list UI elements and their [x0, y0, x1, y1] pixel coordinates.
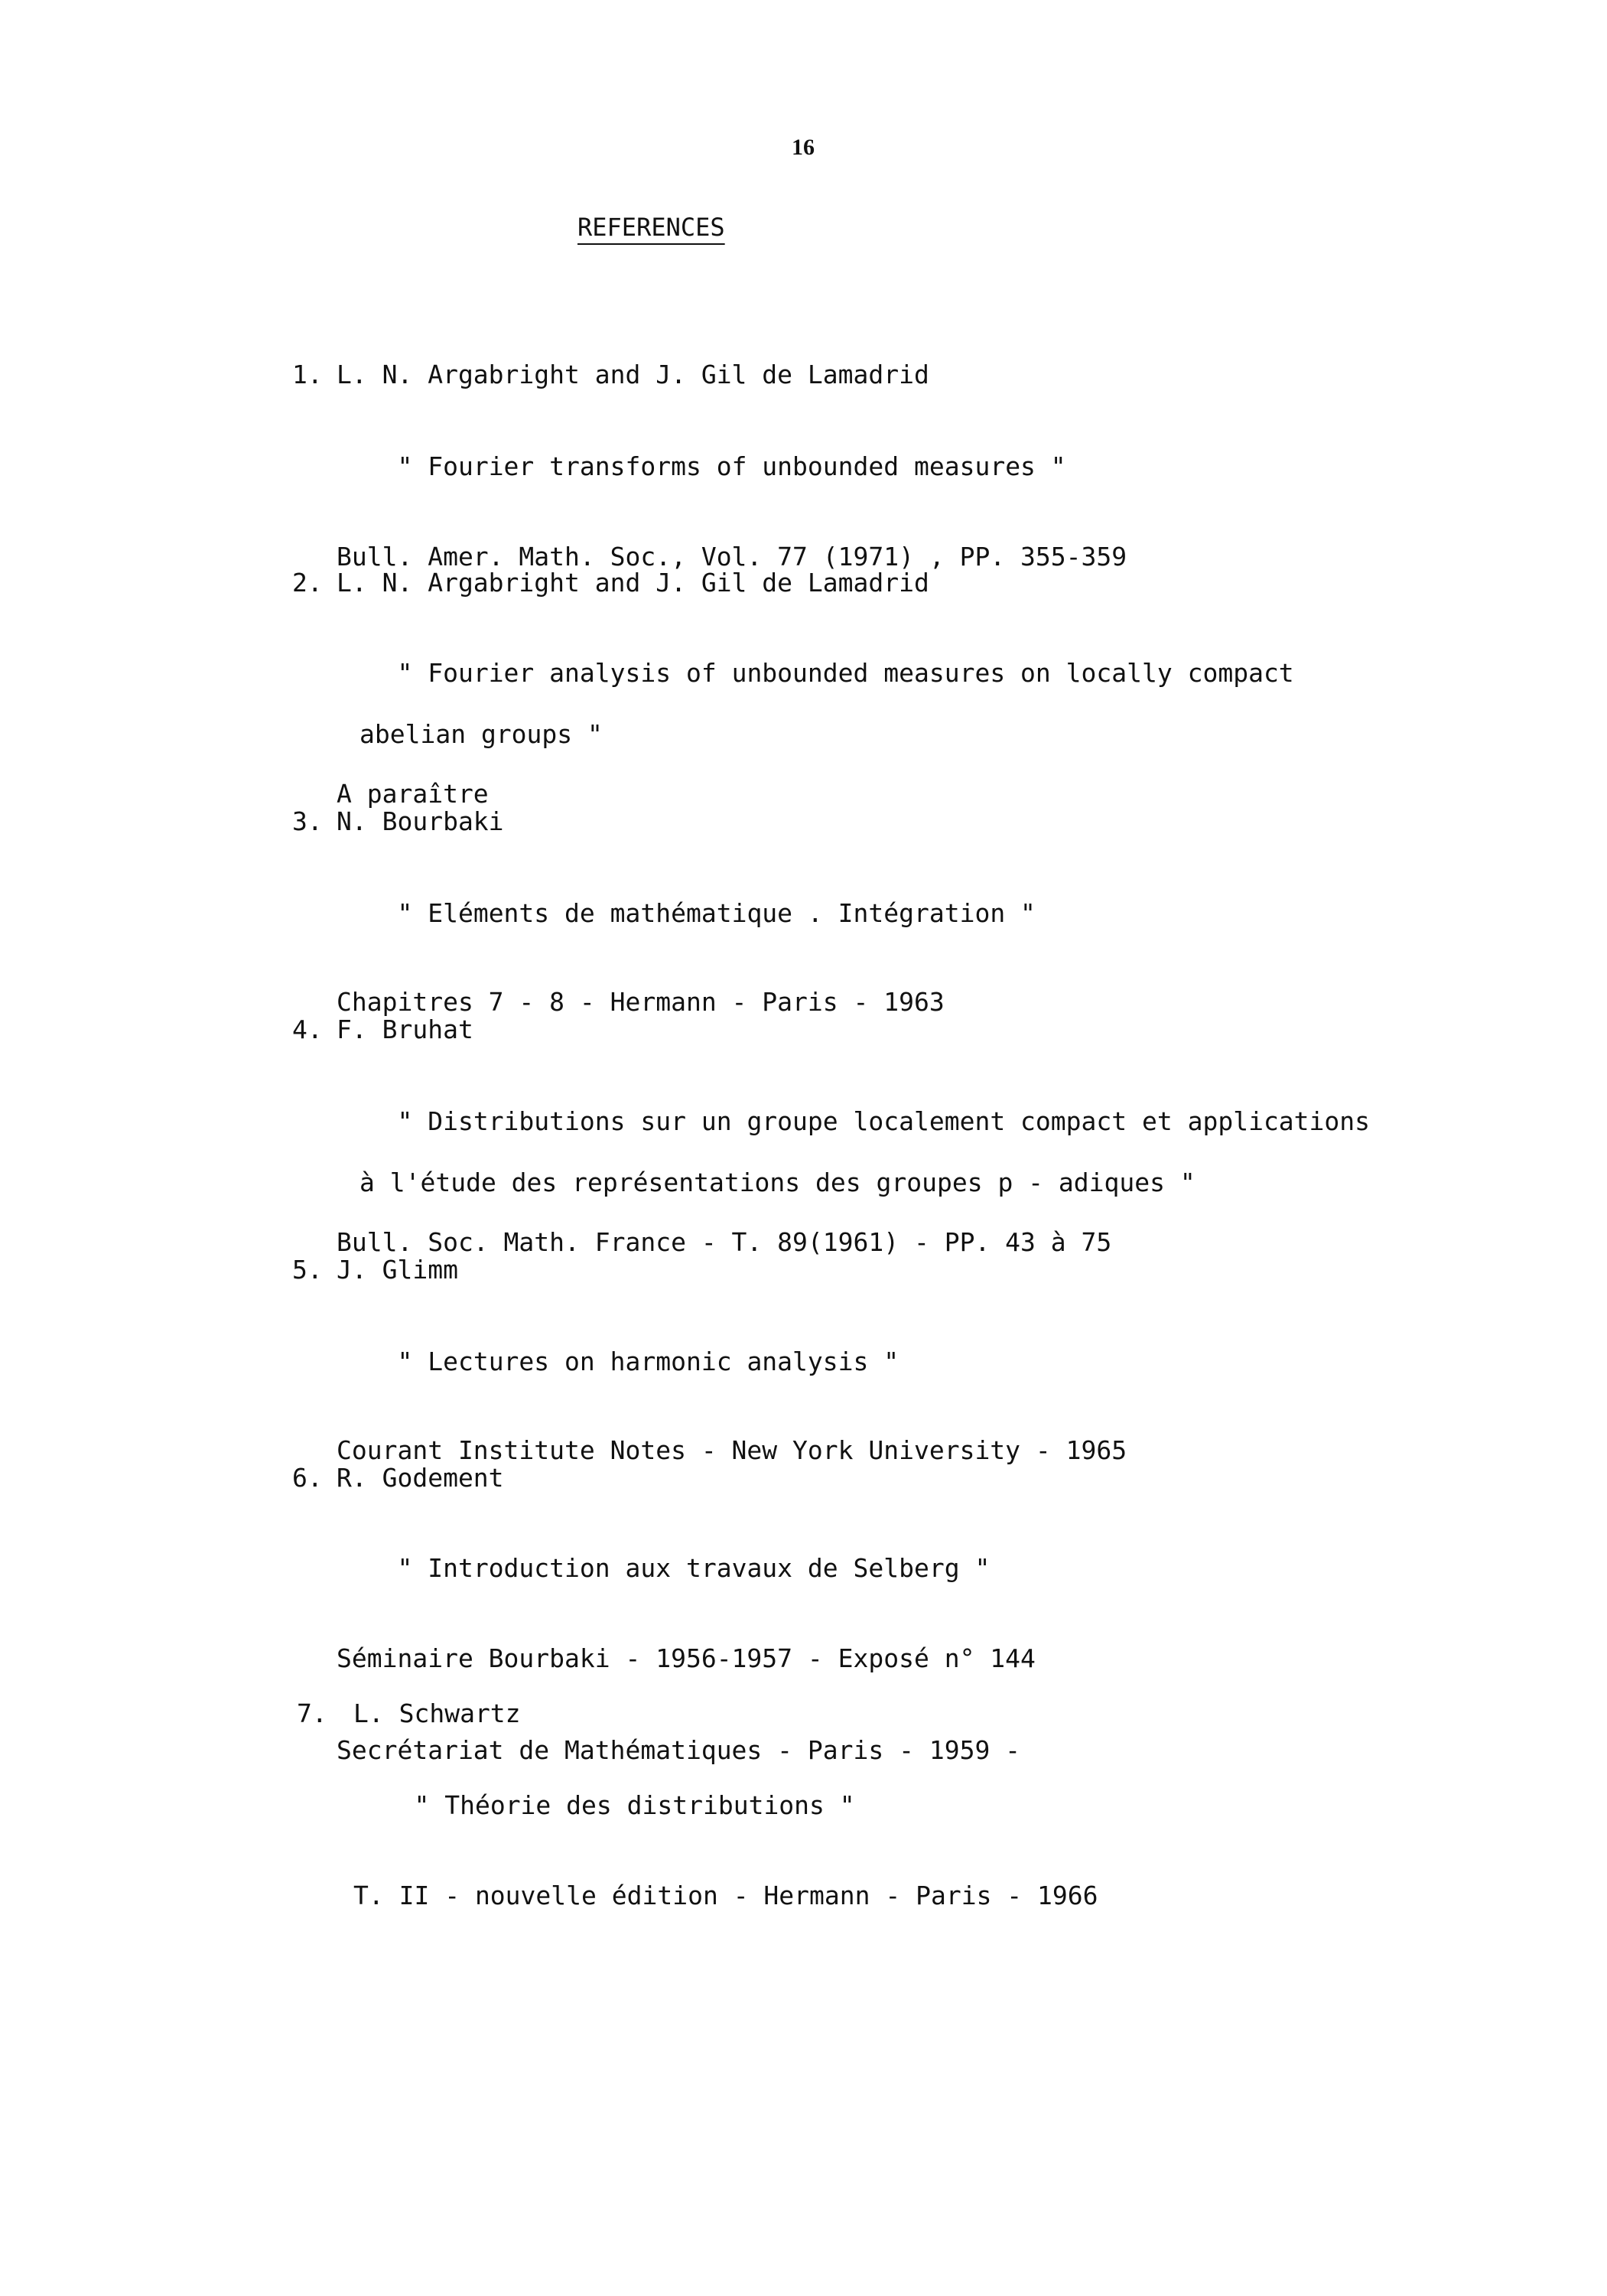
- reference-title-line: " Distributions sur un groupe localement compact et applications: [397, 1106, 1371, 1136]
- reference-authors: L. N. Argabright and J. Gil de Lamadrid: [337, 360, 929, 389]
- reference-source-line: A paraître: [337, 779, 489, 809]
- reference-number: 1.: [292, 360, 323, 389]
- reference-number: 4.: [292, 1014, 323, 1044]
- reference-source-line: T. II - nouvelle édition - Hermann - Paris - 1966: [353, 1881, 1098, 1910]
- page-number: 16: [792, 135, 815, 160]
- reference-title-line: " Théorie des distributions ": [414, 1790, 855, 1820]
- reference-item: [0, 568, 1607, 809]
- reference-number: 6.: [292, 1463, 323, 1493]
- reference-source-line: Courant Institute Notes - New York University - 1965: [337, 1435, 1127, 1465]
- reference-number: 2.: [292, 568, 323, 598]
- reference-authors: F. Bruhat: [337, 1014, 473, 1044]
- reference-item: [0, 1698, 1607, 1910]
- reference-title-line: abelian groups ": [359, 719, 603, 749]
- reference-source-line: Secrétariat de Mathématiques - Paris - 1959 -: [337, 1735, 1021, 1765]
- reference-number: 5.: [292, 1255, 323, 1285]
- reference-authors: N. Bourbaki: [337, 806, 504, 836]
- reference-title-line: " Fourier transforms of unbounded measures ": [397, 451, 1066, 481]
- reference-authors: J. Glimm: [337, 1255, 458, 1285]
- reference-title-line: " Introduction aux travaux de Selberg ": [397, 1553, 991, 1583]
- reference-title-line: " Lectures on harmonic analysis ": [397, 1347, 899, 1376]
- reference-title-line: à l'étude des représentations des groupes p - adiques ": [359, 1168, 1195, 1197]
- reference-number: 3.: [292, 806, 323, 836]
- reference-source: [353, 1819, 1098, 1972]
- reference-source-line: Chapitres 7 - 8 - Hermann - Paris - 1963: [337, 987, 945, 1017]
- reference-item: [0, 806, 1607, 1017]
- reference-authors: L. N. Argabright and J. Gil de Lamadrid: [337, 568, 929, 598]
- reference-authors: L. Schwartz: [353, 1698, 521, 1728]
- page-heading: REFERENCES: [577, 213, 725, 242]
- reference-item: [0, 1014, 1607, 1257]
- reference-title-line: " Eléments de mathématique . Intégration ": [397, 898, 1036, 928]
- reference-source-line: Séminaire Bourbaki - 1956-1957 - Exposé n° 144: [337, 1643, 1036, 1673]
- reference-source-line: Bull. Amer. Math. Soc., Vol. 77 (1971) , PP. 355-359: [337, 542, 1127, 572]
- reference-number: 7.: [297, 1698, 327, 1728]
- reference-title-line: " Fourier analysis of unbounded measures on locally compact: [397, 658, 1294, 688]
- reference-authors: R. Godement: [337, 1463, 504, 1493]
- reference-item: [0, 1255, 1607, 1465]
- reference-source-line: Bull. Soc. Math. France - T. 89(1961) - PP. 43 à 75: [337, 1227, 1112, 1257]
- reference-item: [0, 360, 1607, 572]
